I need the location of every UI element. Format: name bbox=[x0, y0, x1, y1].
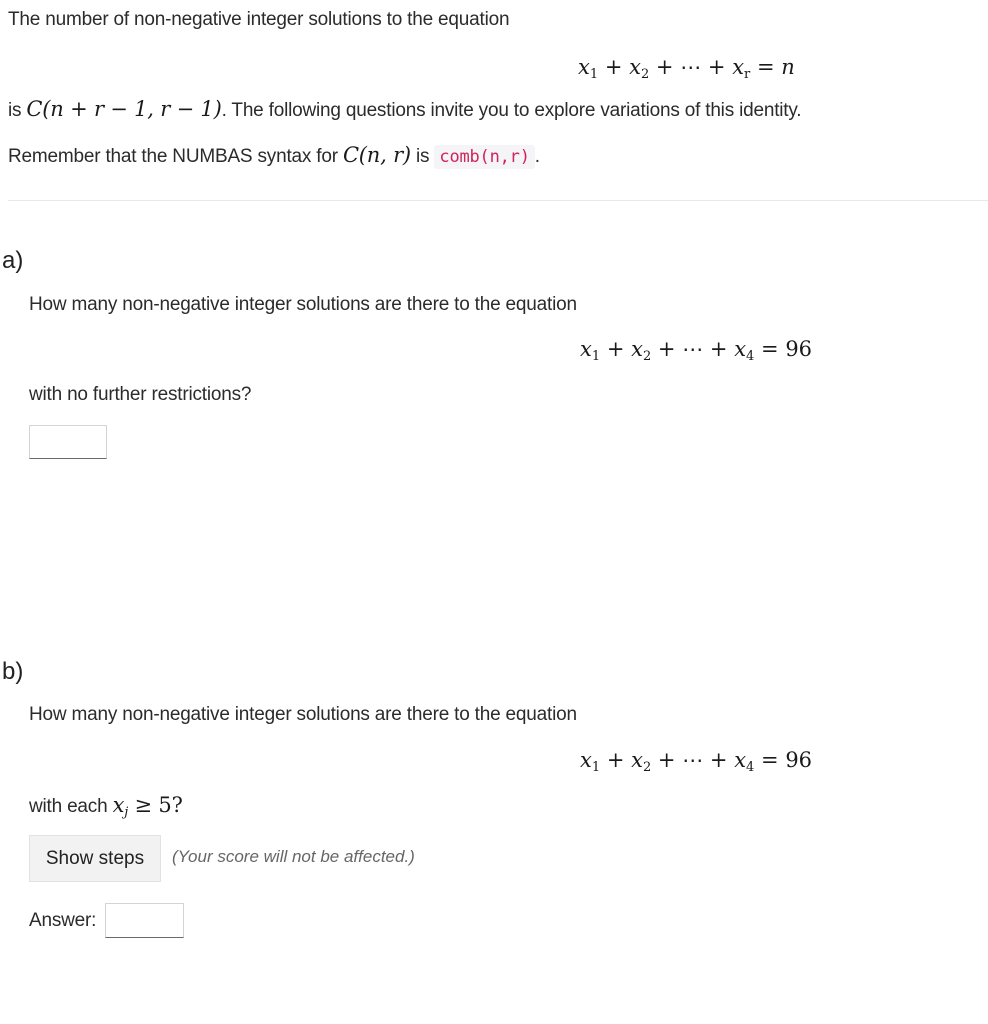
part-a-question: How many non-negative integer solutions are there to the equation bbox=[29, 294, 577, 315]
part-b-question: How many non-negative integer solutions are there to the equation bbox=[29, 704, 577, 725]
intro-text-line3: Remember that the NUMBAS syntax for C(n, r) is comb(n,r) . bbox=[8, 143, 540, 167]
intro-formula: C(n + r − 1, r − 1) bbox=[26, 97, 222, 121]
part-a-answer-input[interactable] bbox=[29, 425, 107, 459]
intro-comb-formula: C(n, r) bbox=[342, 143, 411, 167]
part-b-answer-input[interactable] bbox=[105, 903, 184, 938]
part-a-equation: $x_1 + x_2$ + ⋯ + $x_4 = 96$ bbox=[580, 337, 813, 364]
part-a-followup: with no further restrictions? bbox=[29, 384, 252, 405]
numbas-syntax-code: comb(n,r) bbox=[434, 145, 534, 169]
part-a-label: a) bbox=[2, 247, 24, 274]
score-note: (Your score will not be affected.) bbox=[172, 847, 415, 866]
intro-text-line1: The number of non-negative integer solutions to the equation bbox=[8, 9, 510, 30]
part-b-followup: with each $x_j \ge 5$? bbox=[29, 793, 183, 820]
part-b-equation: $x_1 + x_2$ + ⋯ + $x_4 = 96$ bbox=[580, 748, 813, 775]
show-steps-button[interactable]: Show steps bbox=[29, 835, 161, 882]
part-b-label: b) bbox=[2, 658, 24, 685]
intro-equation: $x_1 + x_2$ + ⋯ + $x_r = n$ bbox=[578, 55, 795, 82]
part-b-condition: $x_j \ge 5$? bbox=[112, 793, 183, 820]
part-b-answer-label: Answer: bbox=[29, 910, 97, 931]
intro-text-line2: is C(n + r − 1, r − 1). The following questions invite you to explore variations of this identity. bbox=[8, 97, 802, 121]
section-divider bbox=[8, 200, 988, 201]
